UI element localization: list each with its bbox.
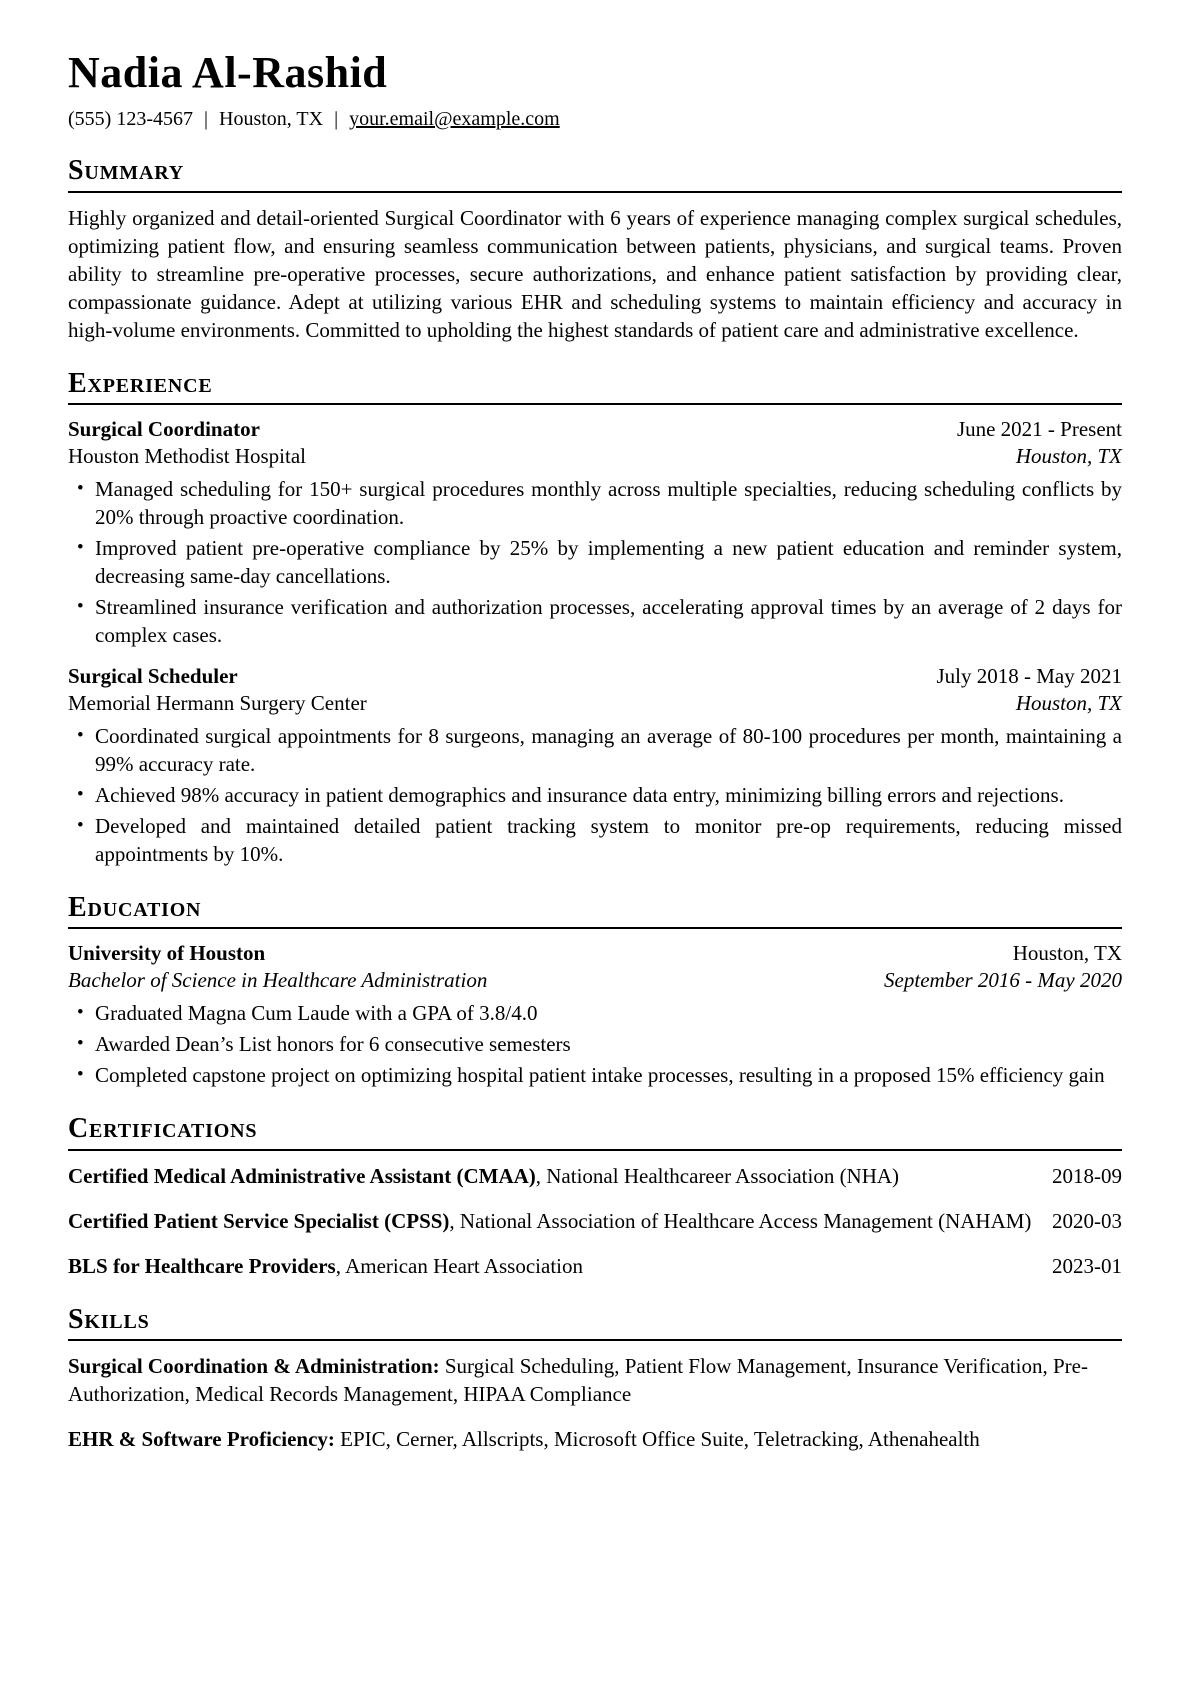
certification-name: Certified Patient Service Specialist (CPSS) (68, 1208, 450, 1233)
job-bullets (68, 475, 1122, 649)
job-company: Houston Methodist Hospital (68, 443, 307, 468)
certification-issuer: , National Association of Healthcare Access Management (NAHAM) (449, 1208, 1032, 1233)
school-location: Houston, TX (1012, 941, 1122, 966)
certification-entry (68, 1252, 1122, 1280)
experience-heading: Experience (68, 369, 1122, 405)
school-subheader-row (68, 967, 1122, 994)
job-header-row (68, 416, 1122, 443)
section-summary (68, 156, 1122, 343)
bullet-item: • Graduated Magna Cum Laude with a GPA of 3.8/4.0 (95, 999, 1122, 1027)
certification-name: BLS for Healthcare Providers (68, 1253, 336, 1278)
school-header-row (68, 940, 1122, 967)
contact-line (68, 108, 1122, 131)
bullet-item: • Streamlined insurance verification and authorization processes, accelerating approval times by an average of 2 days for complex cases. (95, 593, 1122, 649)
certification-entry (68, 1207, 1122, 1235)
bullet-item: • Managed scheduling for 150+ surgical procedures monthly across multiple specialties, reducing scheduling conflicts by 20% through proactive coordination. (95, 475, 1122, 531)
certification-date: 2023-01 (1052, 1253, 1122, 1278)
bullet-item: • Developed and maintained detailed patient tracking system to monitor pre-op requirements, reducing missed appointments by 10%. (95, 812, 1122, 868)
bullet-item: • Coordinated surgical appointments for 8 surgeons, managing an average of 80-100 procedures per month, maintaining a 99% accuracy rate. (95, 722, 1122, 778)
summary-heading: Summary (68, 156, 1122, 192)
location-text: Houston, TX (219, 108, 324, 131)
summary-text: Highly organized and detail-oriented Surgical Coordinator with 6 years of experience managing complex surgical schedules, optimizing patient flow, and ensuring seamless communication between patients, physicians, and surgical teams. Proven ability to streamline pre-operative processes, secure authorizations, and enhance patient satisfaction by providing clear, compassionate guidance. Adept at utilizing various EHR and scheduling systems to maintain efficiency and accuracy in high-volume environments. Committed to upholding the highest standards of patient care and administrative excellence. (68, 205, 1122, 342)
bullet-item: • Awarded Dean’s List honors for 6 consecutive semesters (95, 1030, 1122, 1058)
certification-name: Certified Medical Administrative Assistant (CMAA) (68, 1163, 536, 1188)
certification-entry (68, 1162, 1122, 1190)
job-entry (68, 416, 1122, 649)
degree-name: Bachelor of Science in Healthcare Administration (68, 968, 488, 993)
section-education (68, 893, 1122, 1089)
separator: | (334, 108, 339, 131)
job-subheader-row (68, 443, 1122, 470)
job-title: Surgical Coordinator (68, 416, 260, 441)
job-dates: June 2021 - Present (956, 416, 1122, 441)
section-experience (68, 369, 1122, 868)
bullet-item: • Completed capstone project on optimizing hospital patient intake processes, resulting in a proposed 15% efficiency gain (95, 1061, 1122, 1089)
education-dates: September 2016 - May 2020 (884, 968, 1122, 993)
job-company: Memorial Hermann Surgery Center (68, 690, 367, 715)
job-header-row (68, 663, 1122, 690)
job-location: Houston, TX (1015, 443, 1122, 468)
certification-date: 2020-03 (1052, 1208, 1122, 1233)
certifications-heading: Certifications (68, 1114, 1122, 1150)
job-subheader-row (68, 690, 1122, 717)
email-link[interactable]: your.email@example.com (349, 108, 560, 131)
skill-list: Surgical Scheduling, Patient Flow Management, Insurance Verification, Pre-Authorization, Medical Records Management, HIPAA Compliance (68, 1354, 1088, 1407)
skills-heading: Skills (68, 1305, 1122, 1341)
skill-entry (68, 1352, 1122, 1408)
certification-issuer: , National Healthcareer Association (NHA) (535, 1163, 900, 1188)
bullet-item: • Achieved 98% accuracy in patient demographics and insurance data entry, minimizing billing errors and rejections. (95, 781, 1122, 809)
bullet-item: • Improved patient pre-operative compliance by 25% by implementing a new patient education and reminder system, decreasing same-day cancellations. (95, 534, 1122, 590)
education-heading: Education (68, 893, 1122, 929)
person-name: Nadia Al-Rashid (68, 48, 388, 97)
section-certifications (68, 1114, 1122, 1279)
certification-issuer: , American Heart Association (335, 1253, 583, 1278)
school-name: University of Houston (68, 941, 266, 966)
skill-entry (68, 1425, 1122, 1453)
school-entry (68, 940, 1122, 1089)
separator: | (203, 108, 208, 131)
job-title: Surgical Scheduler (68, 663, 238, 688)
job-dates: July 2018 - May 2021 (936, 663, 1122, 688)
skill-category: Surgical Coordination & Administration: (68, 1354, 440, 1379)
education-bullets (68, 999, 1122, 1089)
section-skills (68, 1305, 1122, 1453)
certification-date: 2018-09 (1052, 1163, 1122, 1188)
skill-list: EPIC, Cerner, Allscripts, Microsoft Office Suite, Teletracking, Athenahealth (340, 1427, 980, 1452)
job-location: Houston, TX (1015, 690, 1122, 715)
job-entry (68, 663, 1122, 868)
skill-category: EHR & Software Proficiency: (68, 1427, 335, 1452)
phone-text: (555) 123-4567 (68, 108, 193, 131)
job-bullets (68, 722, 1122, 868)
